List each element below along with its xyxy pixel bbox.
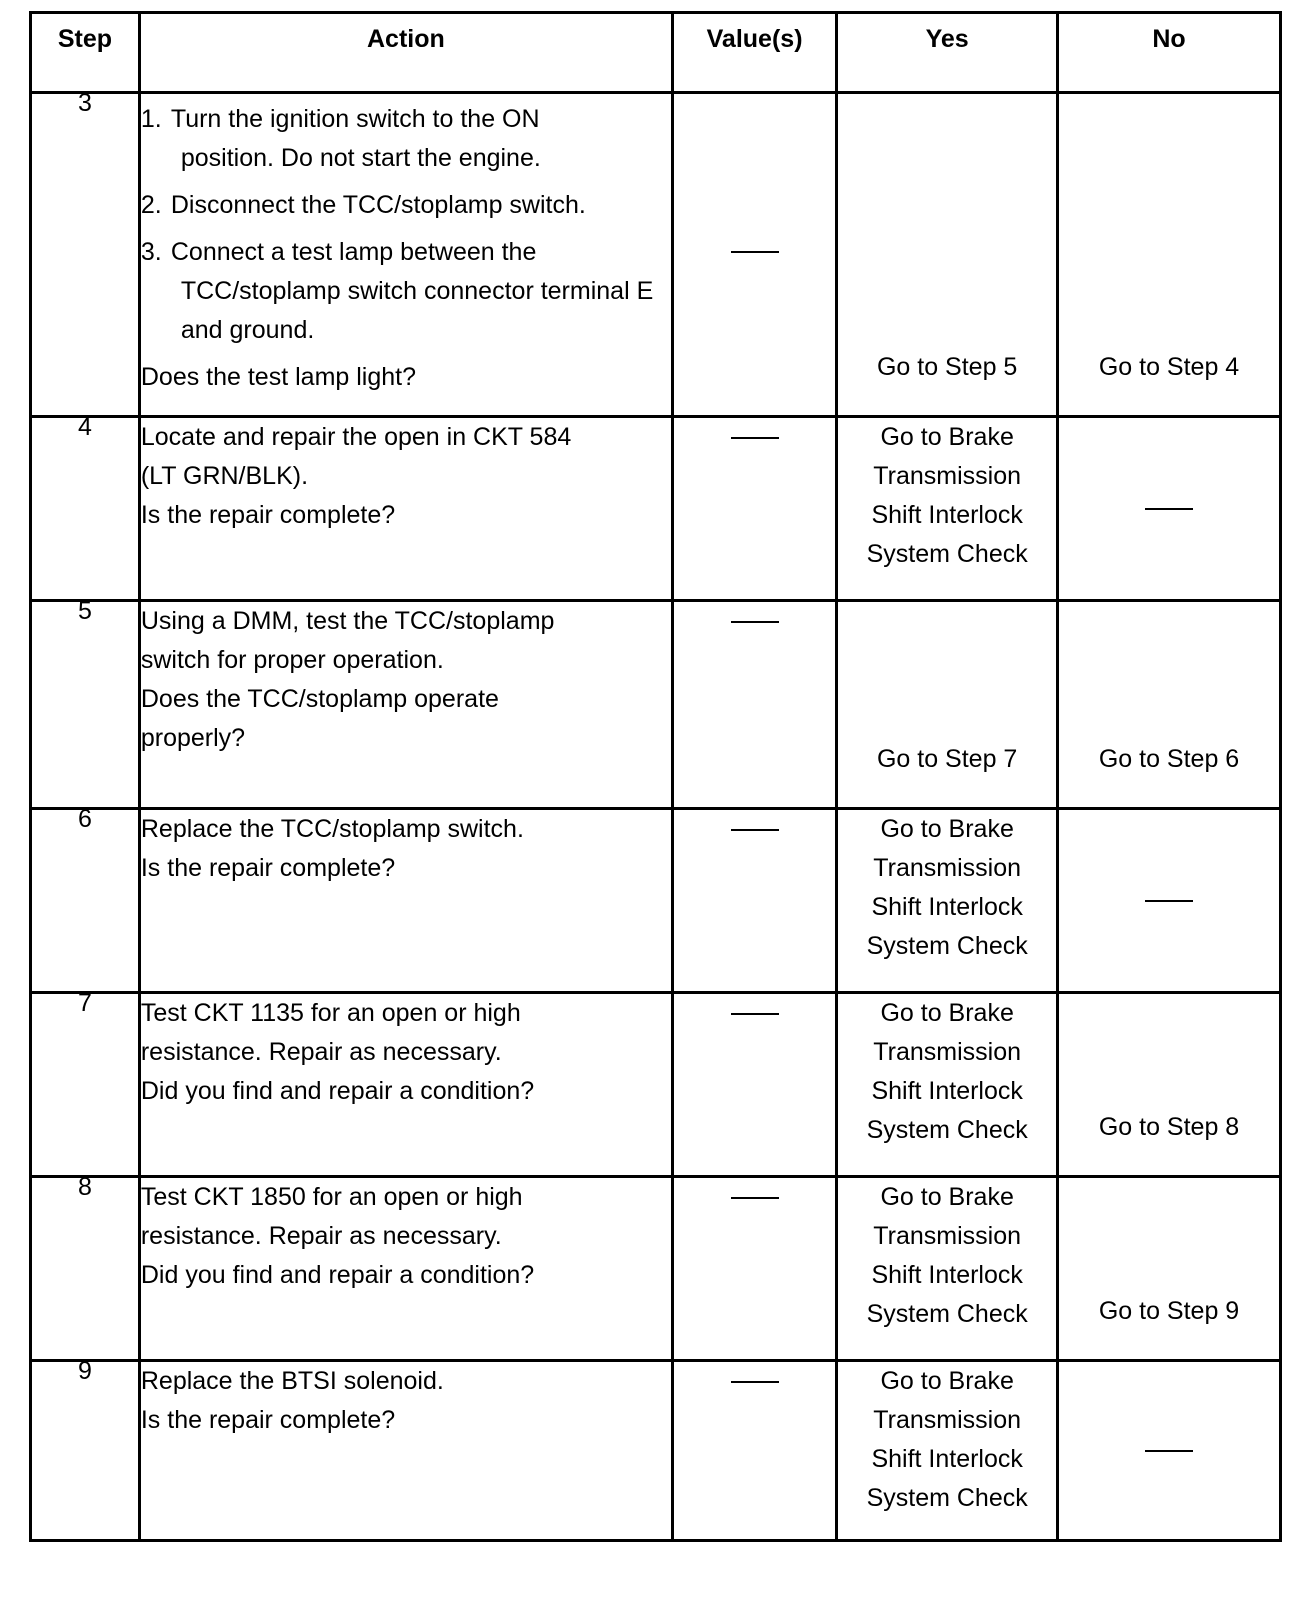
action-text: Test CKT 1135 for an open or high resistance. Repair as necessary. <box>140 999 521 1066</box>
action-cell <box>139 809 672 993</box>
value-cell <box>672 417 836 601</box>
table-row <box>31 93 1281 417</box>
list-item-number: 3. <box>140 238 162 266</box>
header-no: No <box>1058 13 1281 93</box>
step-number: 5 <box>31 601 140 809</box>
step-number: 6 <box>31 809 140 993</box>
action-cell <box>139 1361 672 1541</box>
value-dash <box>731 621 779 623</box>
yes-cell: Go to Brake Transmission Shift Interlock System Check <box>837 1177 1058 1361</box>
no-dash <box>1145 1450 1193 1452</box>
header-values: Value(s) <box>672 13 836 93</box>
table-row <box>31 1177 1281 1361</box>
value-dash <box>731 1381 779 1383</box>
action-text: Using a DMM, test the TCC/stoplamp switch for proper operation. <box>140 607 555 674</box>
header-step: Step <box>31 13 140 93</box>
action-text: Test CKT 1850 for an open or high resistance. Repair as necessary. <box>140 1183 523 1250</box>
yes-cell: Go to Brake Transmission Shift Interlock System Check <box>837 993 1058 1177</box>
value-dash <box>731 1013 779 1015</box>
table-row <box>31 601 1281 809</box>
yes-cell: Go to Brake Transmission Shift Interlock System Check <box>837 809 1058 993</box>
table-row <box>31 809 1281 993</box>
yes-cell: Go to Brake Transmission Shift Interlock System Check <box>837 417 1058 601</box>
no-cell: Go to Step 8 <box>1058 993 1281 1177</box>
yes-cell: Go to Step 7 <box>837 601 1058 809</box>
action-cell <box>139 993 672 1177</box>
action-cell <box>139 601 672 809</box>
no-cell <box>1058 1361 1281 1541</box>
header-yes: Yes <box>837 13 1058 93</box>
question-text: Did you find and repair a condition? <box>140 1261 535 1289</box>
list-item-text-continued: TCC/stoplamp switch connector terminal E and ground. <box>180 277 654 344</box>
list-item-text: Disconnect the TCC/stoplamp switch. <box>170 191 586 219</box>
value-dash <box>731 829 779 831</box>
table-row <box>31 993 1281 1177</box>
yes-cell: Go to Brake Transmission Shift Interlock System Check <box>837 1361 1058 1541</box>
list-item-text-continued: position. Do not start the engine. <box>180 144 541 172</box>
header-row <box>31 13 1281 93</box>
question-text: Is the repair complete? <box>140 1406 396 1434</box>
list-item-number: 1. <box>140 105 162 133</box>
table-row <box>31 417 1281 601</box>
step-number: 9 <box>31 1361 140 1541</box>
question-text: Is the repair complete? <box>140 854 396 882</box>
action-text: Replace the TCC/stoplamp switch. <box>140 815 524 843</box>
value-dash <box>731 251 779 253</box>
list-item-text: Connect a test lamp between the <box>170 238 537 266</box>
value-dash <box>731 437 779 439</box>
value-dash <box>731 1197 779 1199</box>
value-cell <box>672 1177 836 1361</box>
no-cell: Go to Step 4 <box>1058 93 1281 417</box>
action-steps-list <box>141 100 671 350</box>
value-cell <box>672 601 836 809</box>
question-text: Did you find and repair a condition? <box>140 1077 535 1105</box>
header-action: Action <box>139 13 672 93</box>
action-cell <box>139 1177 672 1361</box>
step-number: 3 <box>31 93 140 417</box>
no-cell: Go to Step 6 <box>1058 601 1281 809</box>
question-text: Is the repair complete? <box>140 501 396 529</box>
step-number: 8 <box>31 1177 140 1361</box>
question-text: Does the test lamp light? <box>140 363 417 391</box>
list-item <box>141 100 671 178</box>
action-cell <box>139 417 672 601</box>
list-item-text: Turn the ignition switch to the ON <box>170 105 540 133</box>
action-text: Locate and repair the open in CKT 584 (LT GRN/BLK). <box>140 423 572 490</box>
action-cell <box>139 93 672 417</box>
yes-cell: Go to Step 5 <box>837 93 1058 417</box>
table-row <box>31 1361 1281 1541</box>
list-item-number: 2. <box>140 191 162 219</box>
list-item <box>141 186 671 225</box>
no-dash <box>1145 508 1193 510</box>
list-item <box>141 233 671 350</box>
step-number: 7 <box>31 993 140 1177</box>
value-cell <box>672 993 836 1177</box>
no-cell <box>1058 809 1281 993</box>
step-number: 4 <box>31 417 140 601</box>
diagnostic-table <box>29 11 1282 1542</box>
no-cell: Go to Step 9 <box>1058 1177 1281 1361</box>
value-cell <box>672 93 836 417</box>
action-text: Replace the BTSI solenoid. <box>140 1367 444 1395</box>
question-text: Does the TCC/stoplamp operate properly? <box>140 685 499 752</box>
no-dash <box>1145 900 1193 902</box>
value-cell <box>672 809 836 993</box>
no-cell <box>1058 417 1281 601</box>
value-cell <box>672 1361 836 1541</box>
